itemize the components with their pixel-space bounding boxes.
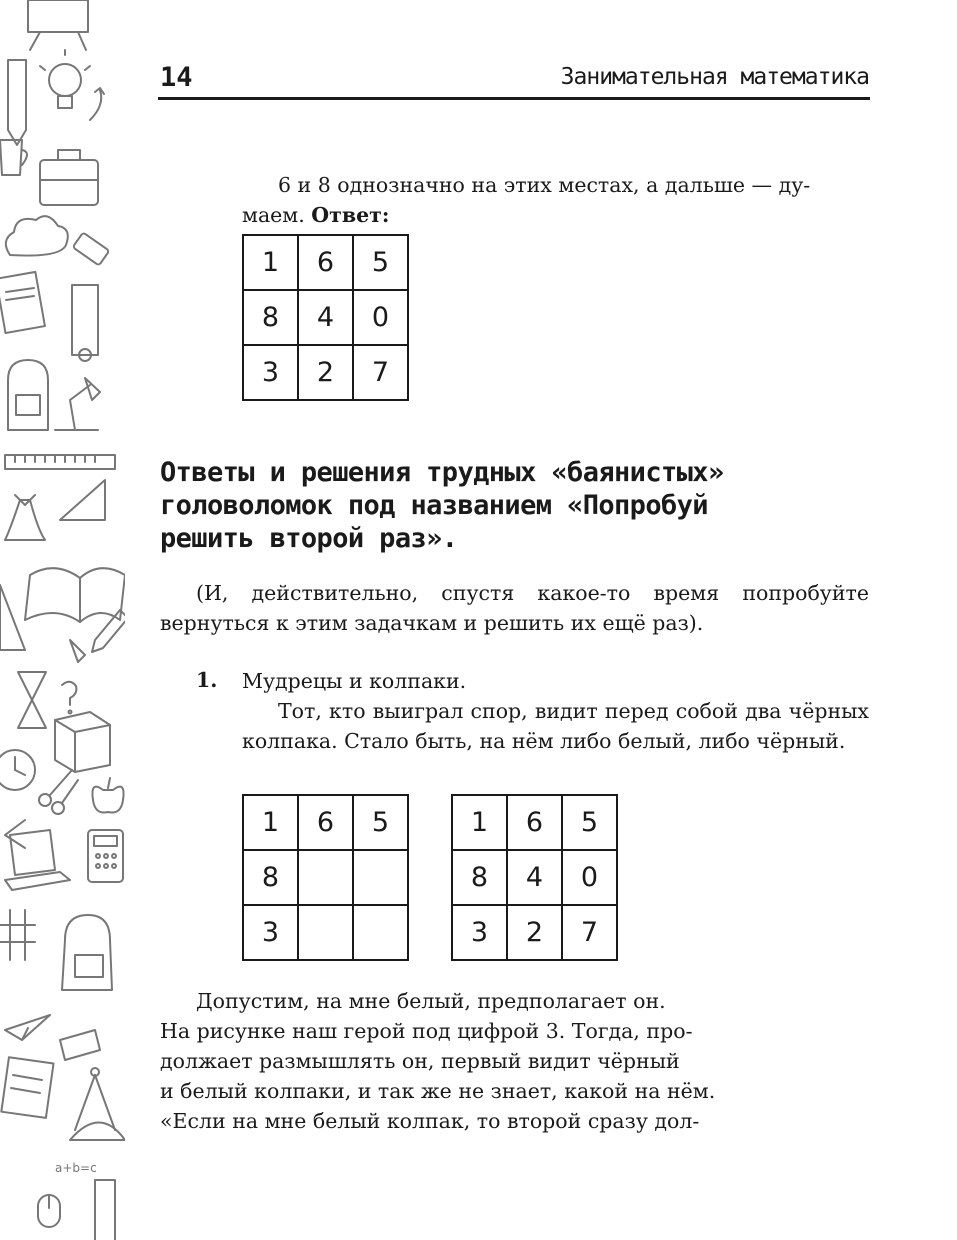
section-title-line-3: решить второй раз». xyxy=(160,523,458,554)
item-number: 1. xyxy=(196,668,218,692)
intro-line-2 xyxy=(242,200,869,230)
note-paragraph: (И, действительно, спустя какое-то время попробуйте вернуться к этим задачкам и решить их ещё раз). xyxy=(160,581,869,635)
grid-cell: 3 xyxy=(243,345,298,400)
grid-row xyxy=(452,905,617,960)
grid-cell xyxy=(353,850,408,905)
grid-cell: 5 xyxy=(353,795,408,850)
item-text: Тот, кто выиграл спор, видит перед собой два чёрных колпака. Стало быть, на нём либо белый, либо чёрный. xyxy=(242,699,869,753)
grid-row xyxy=(243,850,408,905)
grid-cell: 4 xyxy=(507,850,562,905)
grid-row xyxy=(243,345,408,400)
grid-row xyxy=(243,795,408,850)
grid-cell xyxy=(298,850,353,905)
grid-cell: 2 xyxy=(507,905,562,960)
section-title-line-1: Ответы и решения трудных «баянистых» xyxy=(160,457,724,488)
bottom-line: «Если на мне белый колпак, то второй сразу дол- xyxy=(160,1109,700,1133)
grid-cell: 0 xyxy=(562,850,617,905)
school-doodles-illustration xyxy=(0,0,125,1240)
item-title: Мудрецы и колпаки. xyxy=(242,669,467,693)
grid-row xyxy=(243,905,408,960)
grid-cell: 8 xyxy=(243,290,298,345)
header-rule xyxy=(158,97,870,100)
answer-grid xyxy=(242,234,409,401)
page-number: 14 xyxy=(160,62,193,93)
grid-cell: 3 xyxy=(243,905,298,960)
intro-line-2-text: маем. xyxy=(242,203,312,227)
grid-cell: 3 xyxy=(452,905,507,960)
grid-cell: 8 xyxy=(452,850,507,905)
grid-cell xyxy=(353,905,408,960)
grid-cell: 4 xyxy=(298,290,353,345)
bottom-line: должает размышлять он, первый видит чёрный xyxy=(160,1049,680,1073)
grid-row xyxy=(452,850,617,905)
partial-grid xyxy=(242,794,409,961)
grid-cell: 5 xyxy=(353,235,408,290)
grid-cell: 5 xyxy=(562,795,617,850)
grid-row xyxy=(243,290,408,345)
running-title: Занимательная математика xyxy=(560,64,869,90)
grid-cell xyxy=(298,905,353,960)
grid-cell: 1 xyxy=(243,235,298,290)
grid-cell: 0 xyxy=(353,290,408,345)
intro-paragraph xyxy=(242,170,869,230)
bottom-paragraph xyxy=(160,986,869,1136)
grid-cell: 6 xyxy=(507,795,562,850)
grid-cell: 7 xyxy=(562,905,617,960)
grid-cell: 6 xyxy=(298,235,353,290)
grid-cell: 6 xyxy=(298,795,353,850)
bottom-line: и белый колпаки, и так же не знает, какой на нём. xyxy=(160,1079,716,1103)
intro-line-1: 6 и 8 однозначно на этих местах, а дальше — ду- xyxy=(278,173,811,197)
grid-cell: 1 xyxy=(243,795,298,850)
bottom-line: На рисунке наш герой под цифрой 3. Тогда, про- xyxy=(160,1019,693,1043)
grid-cell: 2 xyxy=(298,345,353,400)
svg-text:a+b=c: a+b=c xyxy=(55,1161,97,1175)
grid-row xyxy=(452,795,617,850)
grid-cell: 1 xyxy=(452,795,507,850)
grid-cell: 8 xyxy=(243,850,298,905)
answer-label: Ответ: xyxy=(311,203,390,227)
section-title xyxy=(160,456,869,555)
bottom-line: Допустим, на мне белый, предполагает он. xyxy=(196,989,666,1013)
full-grid xyxy=(451,794,618,961)
section-title-line-2: головоломок под названием «Попробуй xyxy=(160,490,708,521)
grid-row xyxy=(243,235,408,290)
grid-cell: 7 xyxy=(353,345,408,400)
